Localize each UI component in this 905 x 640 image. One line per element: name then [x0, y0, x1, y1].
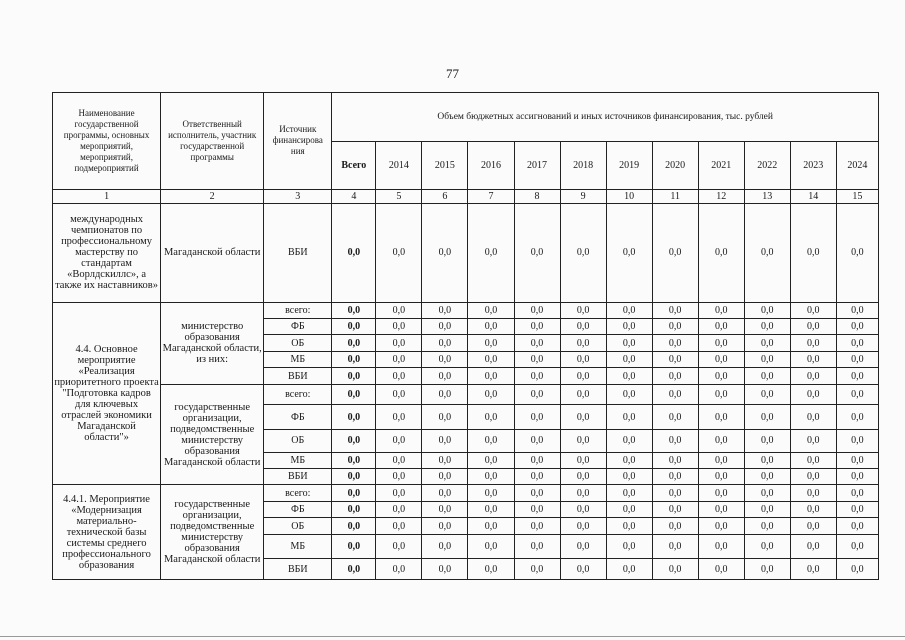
value-year: 0,0 — [744, 429, 790, 452]
header-name: Наименование государственной программы, основных мероприятий, мероприятий, подмероприятий — [53, 93, 161, 190]
value-year: 0,0 — [560, 319, 606, 335]
value-year: 0,0 — [606, 368, 652, 384]
value-year: 0,0 — [560, 368, 606, 384]
value-year: 0,0 — [514, 335, 560, 351]
value-year: 0,0 — [836, 351, 878, 367]
table-row — [53, 203, 879, 302]
value-year: 0,0 — [376, 559, 422, 580]
funding-source: ФБ — [264, 319, 332, 335]
value-year: 0,0 — [698, 559, 744, 580]
value-year: 0,0 — [652, 468, 698, 484]
value-year: 0,0 — [514, 319, 560, 335]
value-year: 0,0 — [652, 384, 698, 405]
value-year: 0,0 — [468, 203, 514, 302]
funding-source: всего: — [264, 302, 332, 318]
value-year: 0,0 — [744, 302, 790, 318]
header-total: Всего — [332, 142, 376, 189]
value-year: 0,0 — [790, 534, 836, 559]
value-year: 0,0 — [560, 405, 606, 430]
value-year: 0,0 — [514, 534, 560, 559]
value-year: 0,0 — [606, 485, 652, 501]
value-year: 0,0 — [376, 405, 422, 430]
value-year: 0,0 — [790, 302, 836, 318]
header-year: 2023 — [790, 142, 836, 189]
value-year: 0,0 — [744, 203, 790, 302]
value-year: 0,0 — [606, 452, 652, 468]
page-edge — [0, 636, 905, 637]
value-total: 0,0 — [332, 501, 376, 517]
value-year: 0,0 — [698, 203, 744, 302]
value-year: 0,0 — [376, 368, 422, 384]
column-number: 13 — [744, 189, 790, 203]
value-year: 0,0 — [422, 559, 468, 580]
column-number: 3 — [264, 189, 332, 203]
value-year: 0,0 — [468, 302, 514, 318]
column-number: 4 — [332, 189, 376, 203]
funding-source: всего: — [264, 384, 332, 405]
value-year: 0,0 — [652, 368, 698, 384]
value-year: 0,0 — [652, 319, 698, 335]
funding-source: МБ — [264, 534, 332, 559]
value-year: 0,0 — [422, 518, 468, 534]
value-year: 0,0 — [836, 203, 878, 302]
value-year: 0,0 — [698, 429, 744, 452]
funding-source: ОБ — [264, 335, 332, 351]
value-year: 0,0 — [514, 559, 560, 580]
value-year: 0,0 — [514, 405, 560, 430]
value-year: 0,0 — [376, 485, 422, 501]
value-total: 0,0 — [332, 335, 376, 351]
value-year: 0,0 — [836, 319, 878, 335]
value-year: 0,0 — [836, 468, 878, 484]
value-year: 0,0 — [836, 335, 878, 351]
value-year: 0,0 — [514, 452, 560, 468]
value-year: 0,0 — [790, 452, 836, 468]
value-total: 0,0 — [332, 384, 376, 405]
value-total: 0,0 — [332, 452, 376, 468]
value-year: 0,0 — [744, 319, 790, 335]
value-year: 0,0 — [468, 534, 514, 559]
column-number: 15 — [836, 189, 878, 203]
value-year: 0,0 — [606, 559, 652, 580]
value-total: 0,0 — [332, 405, 376, 430]
value-year: 0,0 — [422, 335, 468, 351]
value-year: 0,0 — [698, 335, 744, 351]
funding-source: ВБИ — [264, 559, 332, 580]
value-year: 0,0 — [468, 452, 514, 468]
value-year: 0,0 — [606, 518, 652, 534]
value-year: 0,0 — [698, 302, 744, 318]
funding-source: ВБИ — [264, 203, 332, 302]
value-year: 0,0 — [698, 351, 744, 367]
value-year: 0,0 — [468, 501, 514, 517]
header-responsible: Ответственный исполнитель, участник государственной программы — [161, 93, 264, 190]
value-year: 0,0 — [468, 485, 514, 501]
funding-source: МБ — [264, 452, 332, 468]
value-year: 0,0 — [468, 319, 514, 335]
value-year: 0,0 — [744, 468, 790, 484]
value-year: 0,0 — [744, 384, 790, 405]
value-total: 0,0 — [332, 518, 376, 534]
value-year: 0,0 — [606, 319, 652, 335]
value-year: 0,0 — [376, 302, 422, 318]
value-year: 0,0 — [560, 335, 606, 351]
value-year: 0,0 — [836, 534, 878, 559]
funding-source: МБ — [264, 351, 332, 367]
column-number-row — [53, 189, 879, 203]
value-year: 0,0 — [560, 452, 606, 468]
value-year: 0,0 — [744, 501, 790, 517]
value-year: 0,0 — [836, 302, 878, 318]
value-year: 0,0 — [652, 559, 698, 580]
value-year: 0,0 — [422, 534, 468, 559]
value-year: 0,0 — [376, 203, 422, 302]
header-row-1 — [53, 93, 879, 142]
column-number: 5 — [376, 189, 422, 203]
value-year: 0,0 — [790, 429, 836, 452]
value-year: 0,0 — [560, 302, 606, 318]
value-year: 0,0 — [744, 335, 790, 351]
value-year: 0,0 — [514, 501, 560, 517]
value-year: 0,0 — [468, 335, 514, 351]
value-year: 0,0 — [422, 384, 468, 405]
column-number: 7 — [468, 189, 514, 203]
value-year: 0,0 — [514, 351, 560, 367]
value-year: 0,0 — [422, 405, 468, 430]
activity-name: 4.4.1. Мероприятие «Модернизация материально-технической базы системы среднего профессионального образования — [53, 485, 161, 580]
value-year: 0,0 — [790, 351, 836, 367]
header-year: 2021 — [698, 142, 744, 189]
value-year: 0,0 — [790, 405, 836, 430]
value-year: 0,0 — [376, 452, 422, 468]
value-year: 0,0 — [652, 302, 698, 318]
table-row — [53, 384, 879, 405]
header-year: 2017 — [514, 142, 560, 189]
value-year: 0,0 — [376, 518, 422, 534]
value-year: 0,0 — [652, 452, 698, 468]
value-year: 0,0 — [514, 518, 560, 534]
value-year: 0,0 — [790, 319, 836, 335]
column-number: 10 — [606, 189, 652, 203]
value-total: 0,0 — [332, 351, 376, 367]
value-total: 0,0 — [332, 302, 376, 318]
value-year: 0,0 — [652, 501, 698, 517]
table-row — [53, 485, 879, 501]
funding-source: ФБ — [264, 405, 332, 430]
header-year: 2015 — [422, 142, 468, 189]
value-year: 0,0 — [560, 534, 606, 559]
value-year: 0,0 — [652, 335, 698, 351]
value-year: 0,0 — [790, 203, 836, 302]
value-year: 0,0 — [790, 368, 836, 384]
value-year: 0,0 — [560, 429, 606, 452]
column-number: 8 — [514, 189, 560, 203]
value-year: 0,0 — [468, 468, 514, 484]
value-year: 0,0 — [836, 559, 878, 580]
responsible-executor: государственные организации, подведомственные министерству образования Магаданской области — [161, 485, 264, 580]
value-year: 0,0 — [422, 501, 468, 517]
column-number: 6 — [422, 189, 468, 203]
column-number: 9 — [560, 189, 606, 203]
header-year: 2019 — [606, 142, 652, 189]
value-year: 0,0 — [422, 302, 468, 318]
value-year: 0,0 — [560, 468, 606, 484]
funding-source: всего: — [264, 485, 332, 501]
value-year: 0,0 — [560, 559, 606, 580]
responsible-executor: Магаданской области — [161, 203, 264, 302]
value-year: 0,0 — [514, 384, 560, 405]
header-year: 2014 — [376, 142, 422, 189]
program-name: международных чемпионатов по профессиональному мастерству по стандартам «Ворлдскиллс», а также их наставников» — [53, 203, 161, 302]
value-year: 0,0 — [652, 534, 698, 559]
value-year: 0,0 — [376, 384, 422, 405]
value-total: 0,0 — [332, 485, 376, 501]
value-year: 0,0 — [652, 518, 698, 534]
value-year: 0,0 — [698, 534, 744, 559]
value-total: 0,0 — [332, 368, 376, 384]
value-year: 0,0 — [422, 429, 468, 452]
value-year: 0,0 — [606, 302, 652, 318]
value-year: 0,0 — [376, 319, 422, 335]
value-year: 0,0 — [836, 384, 878, 405]
value-year: 0,0 — [698, 485, 744, 501]
value-year: 0,0 — [606, 384, 652, 405]
value-year: 0,0 — [560, 485, 606, 501]
value-year: 0,0 — [698, 384, 744, 405]
value-total: 0,0 — [332, 319, 376, 335]
column-number: 11 — [652, 189, 698, 203]
value-year: 0,0 — [836, 501, 878, 517]
value-year: 0,0 — [652, 429, 698, 452]
value-year: 0,0 — [790, 384, 836, 405]
value-year: 0,0 — [376, 534, 422, 559]
value-year: 0,0 — [514, 203, 560, 302]
value-year: 0,0 — [790, 501, 836, 517]
value-year: 0,0 — [790, 468, 836, 484]
value-year: 0,0 — [514, 368, 560, 384]
value-year: 0,0 — [606, 534, 652, 559]
value-year: 0,0 — [606, 351, 652, 367]
value-year: 0,0 — [560, 518, 606, 534]
value-year: 0,0 — [468, 368, 514, 384]
header-year: 2024 — [836, 142, 878, 189]
value-year: 0,0 — [744, 405, 790, 430]
value-year: 0,0 — [376, 335, 422, 351]
value-year: 0,0 — [514, 468, 560, 484]
value-year: 0,0 — [422, 203, 468, 302]
column-number: 2 — [161, 189, 264, 203]
value-year: 0,0 — [698, 319, 744, 335]
value-year: 0,0 — [468, 351, 514, 367]
value-year: 0,0 — [422, 452, 468, 468]
value-year: 0,0 — [652, 405, 698, 430]
funding-source: ФБ — [264, 501, 332, 517]
value-total: 0,0 — [332, 203, 376, 302]
value-year: 0,0 — [744, 368, 790, 384]
value-year: 0,0 — [376, 501, 422, 517]
value-year: 0,0 — [606, 468, 652, 484]
value-year: 0,0 — [744, 452, 790, 468]
value-year: 0,0 — [376, 429, 422, 452]
value-year: 0,0 — [560, 501, 606, 517]
value-year: 0,0 — [514, 485, 560, 501]
budget-table — [52, 92, 879, 580]
value-year: 0,0 — [744, 485, 790, 501]
value-year: 0,0 — [836, 452, 878, 468]
value-year: 0,0 — [376, 468, 422, 484]
funding-source: ОБ — [264, 518, 332, 534]
value-year: 0,0 — [422, 468, 468, 484]
table-row — [53, 302, 879, 318]
value-year: 0,0 — [514, 302, 560, 318]
value-year: 0,0 — [790, 485, 836, 501]
value-year: 0,0 — [652, 485, 698, 501]
funding-source: ВБИ — [264, 368, 332, 384]
page-number: 77 — [446, 66, 459, 81]
value-year: 0,0 — [836, 405, 878, 430]
value-year: 0,0 — [698, 501, 744, 517]
value-year: 0,0 — [606, 501, 652, 517]
value-year: 0,0 — [698, 518, 744, 534]
funding-source: ОБ — [264, 429, 332, 452]
value-year: 0,0 — [652, 351, 698, 367]
main-activity-name: 4.4. Основное мероприятие «Реализация приоритетного проекта "Подготовка кадров для ключевых отраслей экономики Магаданской области"» — [53, 302, 161, 485]
value-year: 0,0 — [698, 405, 744, 430]
column-number: 1 — [53, 189, 161, 203]
value-year: 0,0 — [698, 368, 744, 384]
value-year: 0,0 — [560, 351, 606, 367]
value-year: 0,0 — [790, 335, 836, 351]
value-total: 0,0 — [332, 559, 376, 580]
value-year: 0,0 — [468, 518, 514, 534]
column-number: 12 — [698, 189, 744, 203]
value-year: 0,0 — [606, 203, 652, 302]
value-year: 0,0 — [790, 559, 836, 580]
header-year: 2016 — [468, 142, 514, 189]
value-total: 0,0 — [332, 534, 376, 559]
value-year: 0,0 — [698, 468, 744, 484]
value-year: 0,0 — [422, 351, 468, 367]
value-year: 0,0 — [468, 384, 514, 405]
value-year: 0,0 — [560, 203, 606, 302]
value-year: 0,0 — [606, 429, 652, 452]
value-year: 0,0 — [790, 518, 836, 534]
header-year: 2022 — [744, 142, 790, 189]
value-year: 0,0 — [606, 335, 652, 351]
value-year: 0,0 — [560, 384, 606, 405]
header-year: 2018 — [560, 142, 606, 189]
value-year: 0,0 — [422, 319, 468, 335]
value-year: 0,0 — [744, 518, 790, 534]
header-source: Источник финансирова ния — [264, 93, 332, 190]
funding-source: ВБИ — [264, 468, 332, 484]
value-year: 0,0 — [468, 559, 514, 580]
value-year: 0,0 — [744, 534, 790, 559]
value-year: 0,0 — [468, 405, 514, 430]
header-volume: Объем бюджетных ассигнований и иных источников финансирования, тыс. рублей — [332, 93, 879, 142]
value-year: 0,0 — [836, 518, 878, 534]
value-year: 0,0 — [514, 429, 560, 452]
value-total: 0,0 — [332, 429, 376, 452]
responsible-executor: министерство образования Магаданской области, из них: — [161, 302, 264, 384]
value-year: 0,0 — [744, 559, 790, 580]
value-year: 0,0 — [652, 203, 698, 302]
value-year: 0,0 — [468, 429, 514, 452]
value-year: 0,0 — [422, 368, 468, 384]
column-number: 14 — [790, 189, 836, 203]
responsible-executor: государственные организации, подведомственные министерству образования Магаданской области — [161, 384, 264, 485]
value-year: 0,0 — [836, 429, 878, 452]
value-year: 0,0 — [698, 452, 744, 468]
header-year: 2020 — [652, 142, 698, 189]
value-year: 0,0 — [744, 351, 790, 367]
value-year: 0,0 — [606, 405, 652, 430]
value-year: 0,0 — [836, 485, 878, 501]
value-year: 0,0 — [836, 368, 878, 384]
value-year: 0,0 — [376, 351, 422, 367]
value-total: 0,0 — [332, 468, 376, 484]
value-year: 0,0 — [422, 485, 468, 501]
